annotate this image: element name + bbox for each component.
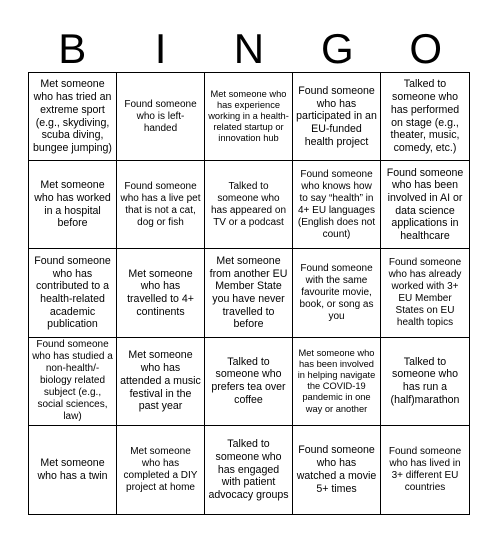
bingo-cell[interactable]	[293, 338, 381, 426]
bingo-cell-text: Met someone who has been involved in helping navigate the COVID-19 pandemic in one way or another	[297, 347, 376, 414]
bingo-cell[interactable]	[381, 161, 469, 249]
bingo-cell[interactable]	[117, 73, 205, 161]
bingo-cell-text: Talked to someone who prefers tea over coffee	[211, 355, 286, 406]
header-letter-b: B	[58, 25, 87, 72]
bingo-cell[interactable]	[381, 426, 469, 514]
bingo-cell-text: Talked to someone who has engaged with patient advocacy groups	[208, 438, 289, 501]
bingo-cell-text: Found someone who has contributed to a health-related academic publication	[34, 254, 111, 331]
bingo-cell[interactable]	[117, 426, 205, 514]
bingo-cell-text: Found someone who has watched a movie 5+ times	[296, 444, 377, 495]
bingo-cell[interactable]	[117, 249, 205, 337]
bingo-cell[interactable]	[29, 426, 117, 514]
bingo-cell[interactable]	[205, 338, 293, 426]
bingo-cell[interactable]	[381, 73, 469, 161]
bingo-cell-text: Met someone who has a twin	[37, 457, 108, 482]
bingo-cell-text: Found someone who has participated in an EU-funded health project	[296, 84, 377, 148]
bingo-cell-text: Found someone who has a live pet that is not a cat, dog or fish	[120, 180, 201, 228]
header-letter-g: G	[321, 25, 354, 72]
bingo-cell[interactable]	[293, 249, 381, 337]
bingo-cell-text: Talked to someone who has performed on stage (e.g., theater, music, comedy, etc.)	[390, 78, 460, 154]
bingo-cell-text: Found someone who is left-handed	[124, 98, 197, 134]
bingo-cell-text: Found someone who has already worked with 3+ EU Member States on EU health topics	[388, 256, 462, 328]
bingo-cell[interactable]	[205, 161, 293, 249]
bingo-cell[interactable]	[205, 73, 293, 161]
bingo-cell[interactable]	[381, 249, 469, 337]
header-letter-i: I	[154, 25, 167, 72]
bingo-cell-text: Found someone who has lived in 3+ different EU countries	[388, 445, 462, 493]
bingo-cell[interactable]	[205, 426, 293, 514]
bingo-cell-text: Found someone with the same favourite movie, book, or song as you	[299, 262, 374, 322]
bingo-cell-text: Found someone who has studied a non-health/-biology related subject (e.g., social sciences, law)	[32, 339, 113, 423]
bingo-cell-text: Met someone who has worked in a hospital before	[34, 179, 111, 230]
bingo-cell[interactable]	[29, 161, 117, 249]
bingo-cell-text: Met someone who has travelled to 4+ continents	[127, 267, 194, 318]
bingo-cell[interactable]	[117, 338, 205, 426]
bingo-cell-text: Met someone from another EU Member State you have never travelled to before	[209, 254, 288, 331]
bingo-cell[interactable]	[117, 161, 205, 249]
bingo-cell[interactable]	[29, 249, 117, 337]
bingo-cell-text: Met someone who has experience working in a health-related startup or innovation hub	[208, 88, 289, 144]
header-letter-o: O	[409, 25, 443, 72]
bingo-cell[interactable]	[29, 338, 117, 426]
bingo-cell[interactable]	[293, 73, 381, 161]
bingo-cell-text: Talked to someone who has appeared on TV or a podcast	[210, 180, 287, 228]
bingo-cell-text: Met someone who has tried an extreme sport (e.g., skydiving, scuba diving, bungee jumping)	[33, 78, 112, 154]
bingo-cell[interactable]	[205, 249, 293, 337]
bingo-cell-text: Talked to someone who has run a (half)marathon	[390, 355, 460, 406]
bingo-cell-text: Met someone who has completed a DIY project at home	[123, 445, 198, 493]
bingo-cell[interactable]	[381, 338, 469, 426]
bingo-cell-text: Found someone who has been involved in AI or data science applications in healthcare	[386, 166, 464, 243]
bingo-cell[interactable]	[29, 73, 117, 161]
bingo-cell-text: Met someone who has attended a music festival in the past year	[120, 349, 201, 413]
bingo-cell-text: Found someone who knows how to say “health” in 4+ EU languages (English does not count)	[297, 168, 376, 240]
bingo-cell[interactable]	[293, 161, 381, 249]
bingo-grid	[28, 72, 470, 515]
header-letter-n: N	[233, 25, 265, 72]
bingo-cell[interactable]	[293, 426, 381, 514]
bingo-header	[28, 26, 470, 72]
